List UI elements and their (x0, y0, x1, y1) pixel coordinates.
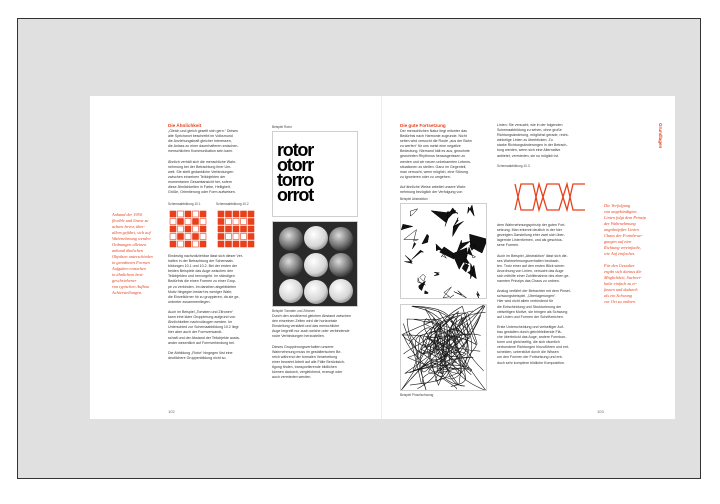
rotor-line: orrot (277, 185, 313, 205)
right-page (382, 96, 675, 419)
rotor-line: rotor (277, 140, 313, 160)
right-col2-top-text: Linien: Sie versucht, wie in der folgenden Schemaabbildung zu sehen, ohne große Richtungsänderung, möglichst gerade, recht- winkelige Linien zu überblicken. Zu starke Richtungsänderungen in der Betrach- tung werden, wenn sich eine Alternative anbietet, vermieden, sie so möglich ist. (497, 123, 569, 158)
right-col2-main-text: dem Wahrnehmungsprinzip der guten Fort- setzung. Man erkennt deutlich in der hier gezeigten Darstellung eher zwei sich über- lagernde Linienformen, und als geschlos- sene Formen. Auch im Beispiel „Abstraktion“ lässt sich die- ses Wahrnehmungsverhalten beobach- ten. Trotz einer auf den ersten Blick wirren Anordnung von Linien, versucht das Auge sich mithilfe einer Zuhilfenahme des eben ge- nannten Prinzips das Chaos zu ordnen. Analog verfährt der Betrachter mit dem Pinsel- schwungsbeispiel. „Überlagerungen“. Hier wird nicht allein verbindend für die Entscheidung und Strukturierung der vielseitigen Motive, sie bringen als Schwung auf Linien und Formen der Schriftzeichen. Erste Unterscheidung und vielseitiger Auf- bau gestalten durch gleichbleibende Flä- che überbrückt das Auge, andere Formkon- turen und gleichzeitig, die sich räumlich verbundene Richtungen hinzuführen und ent- scheiden, unterstützt durch die Wissen um den Formen der Fortsetzung und ent- doch sehr komplexe bildliche Komposition. (497, 223, 571, 365)
right-heading: Die gute Fortsetzung (400, 123, 446, 128)
schema-figure-10-3 (497, 170, 597, 224)
tomatoes-lemons-photo (272, 221, 358, 307)
schema-label-2: Schemaabbildung 10.2 (216, 202, 249, 206)
viewer-frame (17, 18, 701, 479)
schema-label-1: Schemaabbildung 10.1 (168, 202, 201, 206)
caption-abstract: Beispiel Abstraktion (400, 197, 428, 201)
rotor-line: torro (277, 170, 313, 190)
running-title: Grundlagen (658, 123, 663, 149)
left-intro-text: „Gleich und gleich gesellt sich gern.“ Dieses alte Sprichwort beschreibt im Volksmund die Anziehungskraft gleicher Interessen, die Anlass zu einer dauerhafteren zwischen- menschlichen Kommunikation sein kann. Ähnlich verhält sich die menschliche Wahr- nehmung bei der Betrachtung ihrer Um- welt. Sie stellt gedankliche Verbindungen zwischen einzelnen Teilobjekten der momentanen Gesamtansicht her, sofern diese Ähnlichkeiten in Farbe, Helligkeit, Größe, Orientierung oder Form aufweisen. (168, 129, 239, 195)
brush-lines-image (400, 304, 487, 391)
schema-label-3: Schemaabbildung 10.3 (497, 164, 530, 168)
left-main-text: Eindeutig nachvollziehbar lässt sich dieser Ver- halten in der Betrachtung der Schemaab- bildungen 10.1 und 10.2. Bei der ersten der beiden Beispiele das Auge zwischen den Teilobjekten und hervorgeht. Im ständigen Bedürfnis die einen Formen zu einer Grup- pe zu verbinden. Im daneben abgebildeten Motiv hingegen bedarf es weniger Wahr, die Einzelkörner hir zu gruppieren, da sie ge- ordneter zusammenliegen. Auch im Beispiel „Tomaten und Zitronen“ kann eine klare Gruppierung aufgrund von Ähnlichkeiten nachvollzogen werden. Im Unterschied zur Schemaabbildung 10.2 liegt hier aber auch der Formverwandt- schaft und der Abstand der Teilobjekte austa- ander wesentlich auf Formverbindung bei. Die Abbildung „Rotor“ hingegen löst eine deutlichere Gruppenbildung nicht so. (168, 254, 244, 360)
schema-figure-10-1 (168, 209, 208, 249)
rotor-image (272, 131, 358, 217)
right-page-number: 103 (597, 409, 604, 414)
left-page (90, 96, 381, 419)
left-right-col-text: Durch den annähernd gleichen Abstand zwischen den einzelnen Zeilen wird die horizontale Einstellung verstärkt und das menschliche Auge begreift nur auch welche oder verbindende route Verbindungen herzustellen. Dieses Gruppierungsverhalten unserer Wahrnehmung muss im gestalterischen Be- reich während der formalen Verarbeitung einer bewahrt Arbeit auf alle Fälle Berücksich- tigung finden, transportierende bildlichen können dadurch, vergleichend, erzeugt oder auch vermieden werden. (272, 314, 351, 380)
left-heading: Die Ähnlichkeit (168, 123, 202, 128)
caption-lines: Beispiel Pinselschwung (400, 393, 434, 397)
schema-figure-10-2 (216, 209, 256, 249)
left-sidebar-note: Anhand der 1950 flexible und linear zu achten bevor, über- allem geführt, sich auf Wahrnehmung werden Ordnungen alleinen anhand ähnlichen Objekten unterschieden in geordnetes Formen Aufgaben entstehen in ähnlichem best- geschriebener von typischen Aufbau Achterstellungen. (112, 212, 153, 295)
abstract-image (400, 203, 487, 299)
left-page-number: 102 (168, 409, 175, 414)
caption-tomatoes: Beispiel Tomaten und Zitronen (272, 309, 315, 313)
right-sidebar-note: Die Verfolgung von angekündigten Linien folgt dem Prinzip der Wahrnehmung angeknüpfter Linien Chaos der Formbewe- gungen auf eine Richtung vereinfacht, wie Auf einfaches. Für den Gestalter ergibt sich daraus die Möglichkeit, Sachver- halte einfach zu er- fassen und dadurch als ein Schwung vor Ort zu ordnen. (604, 203, 646, 304)
caption-rotor: Beispiel Rotor (272, 125, 292, 129)
book-spread (90, 96, 675, 419)
right-col1-text: Der menschlichen Natur liegt mitunter das Bedürfnis nach Harmonie zugrunde. Nicht selten wird versucht die Route „aus der Bahn zu werfen“ für uns meist eine negative Bedeutung. Niemand hält es aus, gewohnte gewohnten Rhythmus herausgerissen zu werden und wir neuen unbekannten Lebens- situationen zu stellen. Ganz im Gegenteil, man versucht, wenn möglich, eine Störung zu ignorieren oder zu umgehen. Auf ähnliche Weise arbeitet unsere Wahr- nehmung bezüglich der Verfolgung von (400, 129, 472, 195)
rotor-line: otorr (277, 155, 313, 175)
